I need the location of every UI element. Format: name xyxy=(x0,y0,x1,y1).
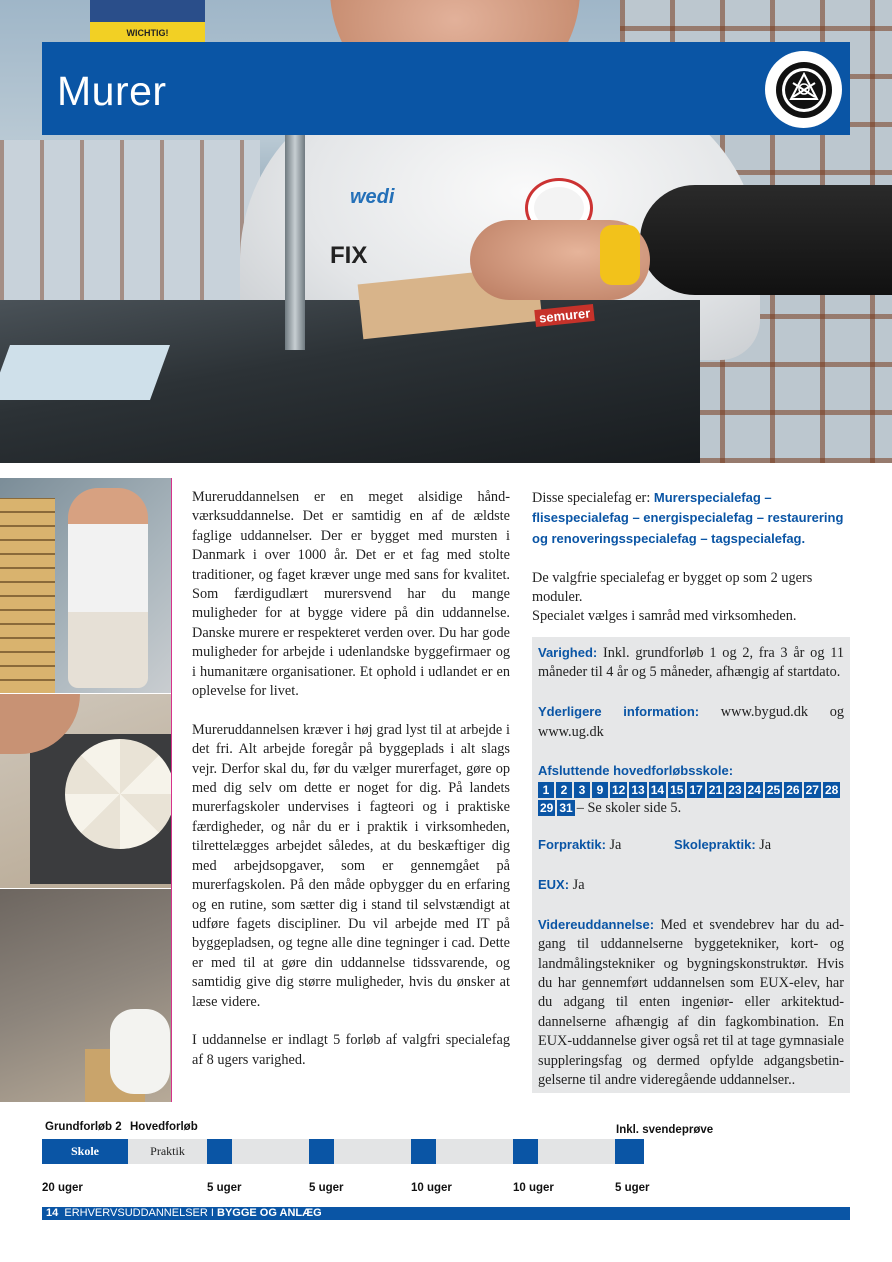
special-subjects-list: Murerspecialefag – flisespecialefag – energispecialefag – restaurering og renoveringsspecialefag – tagspecialefag. xyxy=(532,490,844,546)
skole-suffix: – Se skoler side 5. xyxy=(576,799,682,816)
school-number-badge: 13 xyxy=(631,782,645,797)
photo-bricklayer-figure xyxy=(68,488,148,688)
hero-warning-sign: WICHTIG! xyxy=(90,22,205,44)
skolepraktik-value: Ja xyxy=(755,837,772,854)
school-number-badge: 1 xyxy=(538,782,554,798)
school-number-badge: 28 xyxy=(824,782,839,797)
timeline-weeks-1: 20 uger xyxy=(42,1182,83,1194)
modules-line-2: Specialet vælges i samråd med virksomheden. xyxy=(532,608,797,625)
videre-label: Videreuddannelse: xyxy=(538,916,655,932)
photo-brick-wall xyxy=(0,498,55,693)
footer-separator: I xyxy=(207,1207,217,1219)
info-praktik xyxy=(538,835,844,855)
hero-apron-text: semurer xyxy=(534,304,595,327)
skole-label: Afsluttende hovedforløbsskole: xyxy=(538,763,734,779)
school-number-badge: 14 xyxy=(650,782,665,797)
info-skole xyxy=(538,761,844,815)
timeline-segment-practice-2 xyxy=(334,1139,411,1164)
school-number-badge: 31 xyxy=(559,800,573,815)
timeline-label-grundforloeb: Grundforløb 2 xyxy=(45,1121,122,1133)
timeline-segment-practice-4 xyxy=(538,1139,615,1164)
timeline-weeks-6: 5 uger xyxy=(615,1182,650,1194)
info-box xyxy=(532,637,850,1093)
school-number-badge: 29 xyxy=(540,800,554,815)
title-bar xyxy=(42,42,850,135)
paragraph-special-subjects xyxy=(532,488,852,549)
hero-saw-blade xyxy=(285,120,305,350)
timeline-segment-skole: Skole xyxy=(42,1139,128,1164)
paragraph-intro: Mureruddannelsen er en meget alsidige håndværksuddannelse. Det er samtidig en af de ældste faglige uddannelser. Der er bygget med mursten i Danmark i over 1000 år. Det er et fag med stolte traditioner, og faget kræver unge med sans for kvalitet. Som færdigudlært murersvend har du mange muligheder for at bygge videre på din uddannelse. Danske murere er respekteret verden over. Du har gode muligheder for arbejde i udenlandske byggefirmaer og i humanitære organisationer. Et ophold i udlandet er en oplevelse for livet. xyxy=(192,489,510,700)
photo-plastering xyxy=(0,889,171,1102)
timeline-weeks-3: 5 uger xyxy=(309,1182,344,1194)
modules-line: De valgfrie specialefag er bygget op som 2 ugers moduler. xyxy=(532,569,813,606)
guild-logo-icon xyxy=(765,51,842,128)
school-number-badge: 9 xyxy=(592,782,608,798)
timeline-segment-school-2 xyxy=(309,1139,334,1164)
info-videre xyxy=(538,915,844,1091)
timeline-segment-practice-1 xyxy=(232,1139,309,1164)
photo-glove xyxy=(110,1009,170,1094)
skolepraktik-label: Skolepraktik: xyxy=(674,837,756,853)
paragraph-modules xyxy=(532,569,852,627)
hero-shirt-text: FIX xyxy=(330,242,368,269)
page-title: Murer xyxy=(57,68,167,114)
school-number-badge: 15 xyxy=(670,782,684,797)
timeline-segment-school-1 xyxy=(207,1139,232,1164)
timeline-weeks-5: 10 uger xyxy=(513,1182,554,1194)
side-photo-strip xyxy=(0,478,172,1102)
varighed-text: Inkl. grundforløb 1 og 2, fra 3 år og 11 måneder til 4 år og 5 måneder, afhængig af startdato. xyxy=(538,645,844,681)
school-number-badge: 21 xyxy=(708,782,723,797)
school-number-badge: 3 xyxy=(574,782,590,798)
school-number-badge: 26 xyxy=(786,782,800,797)
info-varighed xyxy=(538,643,844,683)
special-intro: Disse specialefag er: xyxy=(532,490,654,506)
videre-text: Med et svendebrev har du adgang til uddannelserne byggetekniker, kort- og landmålingstekniker og bygningskonstruktør. Hvis du har gennemført uddannelsen som EUX-elev, har du adgang til enten ingeniør- eller arkitektuddannelserne afhængig af din fagkombination. En EUX-uddannelse giver også ret til at tage gymnasiale suppleringsfag og dermed opfylde adgangsbetingelserne til andre videregående uddannelser.. xyxy=(538,916,844,1089)
photo-star-mosaic xyxy=(65,739,171,849)
timeline-segment-practice-3 xyxy=(436,1139,513,1164)
varighed-label: Varighed: xyxy=(538,645,598,660)
hero-tile xyxy=(0,345,170,400)
yderligere-text: www.bygud.dk og www.ug.dk xyxy=(538,704,844,740)
school-number-badge: 2 xyxy=(556,782,572,798)
timeline-segment-school-3 xyxy=(411,1139,436,1164)
info-yderligere xyxy=(538,702,844,742)
timeline-segment-school-4 xyxy=(513,1139,538,1164)
school-number-badge: 25 xyxy=(766,782,781,797)
eux-value: Ja xyxy=(569,877,585,893)
footer-section: ERHVERVSUDDANNELSER xyxy=(64,1207,208,1219)
hero-arm xyxy=(640,185,892,295)
paragraph-specials: I uddannelse er indlagt 5 forløb af valgfri specialefag af 8 ugers varighed. xyxy=(192,1032,510,1068)
timeline-segment-school-5 xyxy=(615,1139,644,1164)
forpraktik-label: Forpraktik: xyxy=(538,837,606,853)
footer-subsection: BYGGE OG ANLÆG xyxy=(217,1207,322,1219)
photo-bricklayer xyxy=(0,478,171,693)
body-column-1 xyxy=(192,488,510,1090)
paragraph-work: Mureruddannelsen kræver i høj grad lyst til at arbejde i det fri. Alt arbejde foregår på byggeplads i alt slags vejr. Derfor skal du, før du vælger murerfaget, gøre op med dig selv om dette er noget for dig. På landets murerfagskoler undervises i fagteori og i praktiske færdigheder, og når du er i praktik i virksomheden, tilrettelægges arbejdet således, at du beskæftiger dig med arbejdsopgaver, som er gennemgået på murerfagskolen. På den måde opbygger du en erfaring og en rutine, som sætter dig i stand til selvstændigt at udføre fagets discipliner. Du vil arbejde med IT på byggepladsen, og tegne alle dine tegninger i cad. Dette er med til at gøre din uddannelse tidssvarende, og samtidig give dig større muligheder, hvis du ønsker at læse videre. xyxy=(192,721,510,1010)
school-number-badge: 23 xyxy=(728,782,742,797)
photo-tile-pattern xyxy=(0,694,171,888)
hero-shirt-brand: wedi xyxy=(350,186,395,208)
hero-wristband xyxy=(600,225,640,285)
school-number-list xyxy=(538,782,844,816)
page-number: 14 xyxy=(46,1207,59,1219)
page-footer xyxy=(42,1207,850,1220)
timeline-segment-praktik: Praktik xyxy=(128,1139,207,1164)
school-number-badge: 24 xyxy=(747,782,761,797)
school-number-badge: 27 xyxy=(805,782,819,797)
school-number-badge: 12 xyxy=(612,782,626,797)
timeline-label-hovedforloeb: Hovedforløb xyxy=(130,1121,198,1133)
timeline-weeks-2: 5 uger xyxy=(207,1182,242,1194)
timeline-label-svendeproeve: Inkl. svendeprøve xyxy=(616,1124,714,1136)
school-number-badge: 17 xyxy=(689,782,703,797)
hero-pole xyxy=(90,0,205,22)
timeline-weeks-4: 10 uger xyxy=(411,1182,452,1194)
body-column-2 xyxy=(532,488,852,627)
info-eux xyxy=(538,875,844,895)
yderligere-label: Yderligere information: xyxy=(538,704,700,720)
eux-label: EUX: xyxy=(538,877,570,892)
forpraktik-value: Ja xyxy=(605,837,622,854)
